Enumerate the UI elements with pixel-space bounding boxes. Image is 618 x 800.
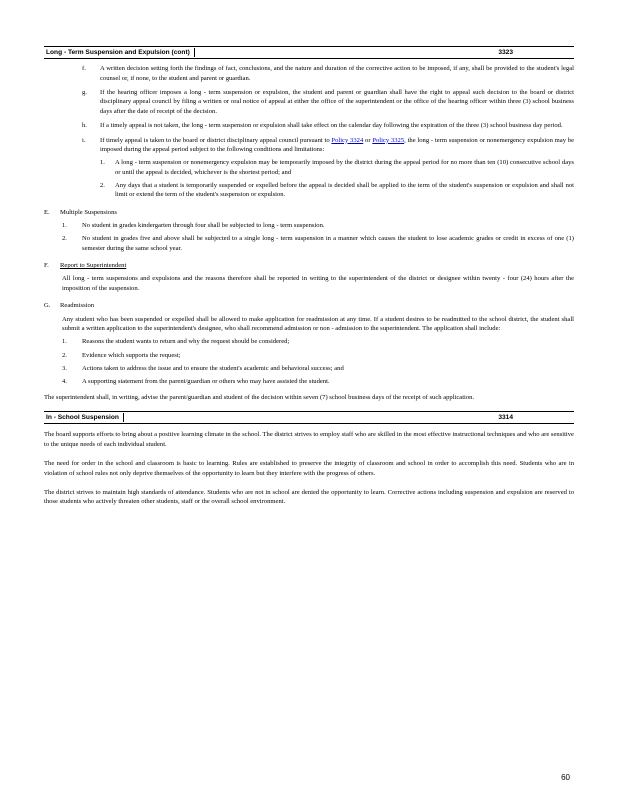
item-text-part: , the long - term suspension or nonemergency expulsion may be imposed during the appeal period subject to the following conditions and limitations: <box>100 136 574 153</box>
item-letter: i. <box>82 136 86 144</box>
item-text: If a timely appeal is not taken, the long - term suspension or expulsion shall take effect on the calendar day following the expiration of the three (3) school business day period. <box>100 122 563 130</box>
section-g-item-4 <box>62 377 574 386</box>
item-text: Any days that a student is temporarily suspended or expelled before the appeal is decided shall be applied to the term of the student's suspension or expulsion and shall not limit or extend the term of the student's suspension or expulsion. <box>115 181 574 199</box>
list-item-i <box>82 136 574 155</box>
item-number: 1. <box>100 159 105 167</box>
list-item-f <box>82 64 574 83</box>
policy-number: 3314 <box>498 414 513 422</box>
item-number: 1. <box>62 222 67 230</box>
document-page <box>44 46 574 507</box>
section-e-heading <box>44 208 574 217</box>
section-letter: E. <box>44 208 50 216</box>
section-g-item-2 <box>62 351 574 360</box>
item-letter: g. <box>82 89 87 97</box>
sub-item-2 <box>100 181 574 200</box>
section-g-item-1 <box>62 337 574 346</box>
item-text: Reasons the student wants to return and why the request should be considered; <box>82 338 290 346</box>
section-heading: Multiple Suspensions <box>60 208 117 216</box>
section-title: Long - Term Suspension and Expulsion (cont) <box>46 48 195 57</box>
section-e-item-2 <box>62 234 574 253</box>
section-g-heading <box>44 301 574 310</box>
section-letter: F. <box>44 262 49 270</box>
section-e-item-1 <box>62 221 574 230</box>
section-g-closing: The superintendent shall, in writing, advise the parent/guardian and student of the decision within seven (7) school business days of the receipt of such application. <box>44 393 475 401</box>
section-header-long-term-suspension <box>44 46 574 59</box>
section-heading: Report to Superintendent <box>60 262 127 270</box>
paragraph: The board supports efforts to bring about a positive learning climate in the school. The district strives to employ staff who are skilled in the most effective instructional techniques and who are sensitive to the unique needs of each individual student. <box>44 431 574 448</box>
item-text: If the hearing officer imposes a long - term suspension or expulsion, the student and parent or guardian shall have the right to appeal such decision to the board or district disciplinary appeal council by filing a written or oral notice of appeal at either the office of the superintendent or the office of the hearing officer within three (3) school business days after the date of receipt of the decision. <box>100 89 574 115</box>
item-text: Evidence which supports the request; <box>82 351 181 359</box>
policy-number: 3323 <box>498 49 513 56</box>
item-text: A written decision setting forth the findings of fact, conclusions, and the nature and duration of the corrective action to be imposed, if any, shall be provided to the student's legal counsel or, if none, to the student and parent or guardian. <box>100 65 574 82</box>
section-f-heading <box>44 261 574 270</box>
item-number: 1. <box>62 338 67 346</box>
policy-3325-link[interactable]: Policy 3325 <box>372 136 405 144</box>
item-number: 3. <box>62 364 67 372</box>
paragraph: The district strives to maintain high standards of attendance. Students who are not in school are denied the opportunity to learn. Corrective actions including suspension and expulsion are reserved to those students who actively threaten other students, staff or the overall school environment. <box>44 488 574 506</box>
section-f-text: All long - term suspensions and expulsions and the reasons therefore shall be reported in writing to the superintendent of the district or designee within twenty - four (24) hours after the imposition of the suspension. <box>62 275 574 292</box>
page-number: 60 <box>561 772 570 782</box>
sub-item-1 <box>100 158 574 177</box>
list-item-h <box>82 121 574 130</box>
item-number: 2. <box>62 235 67 243</box>
item-text-part: If timely appeal is taken to the board or district disciplinary appeal council pursuant to <box>100 136 332 144</box>
section-letter: G. <box>44 302 51 310</box>
item-number: 2. <box>100 181 105 189</box>
paragraph: The need for order in the school and classroom is basic to learning. Rules are established to preserve the integrity of classroom and school in order to accomplish this need. Students who are in violation of school rules not only deprive themselves of the opportunity to learn but they interfere with the progress of others. <box>44 460 574 477</box>
item-text: A supporting statement from the parent/guardian or others who may have assisted the student. <box>82 378 330 386</box>
section-title: In - School Suspension <box>46 413 124 422</box>
item-text: No student in grades five and above shall be subjected to a single long - term suspension in a manner which causes the student to lose academic grades or credit in excess of one (1) semester during the same school year. <box>82 235 574 252</box>
policy-3324-link[interactable]: Policy 3324 <box>331 136 364 144</box>
section-header-in-school-suspension <box>44 411 574 424</box>
section-g-item-3 <box>62 364 574 373</box>
list-item-g <box>82 88 574 116</box>
item-letter: f. <box>82 65 86 73</box>
section-g-text: Any student who has been suspended or expelled shall be allowed to make application for readmission at any time. If a student desires to be readmitted to the school district, the student shall submit a written application to the superintendent's designee, who shall recommend admission or non - admission to the superintendent. The application shall include: <box>62 315 574 332</box>
item-letter: h. <box>82 122 87 130</box>
item-number: 2. <box>62 351 67 359</box>
item-text <box>100 136 574 155</box>
item-text: A long - term suspension or nonemergency expulsion may be temporarily imposed by the district during the appeal period for no more than ten (10) consecutive school days or until the appeal is decided, whichever is the shortest period; and <box>115 159 574 176</box>
item-text: No student in grades kindergarten through four shall be subjected to long - term suspension. <box>82 222 325 230</box>
section-heading: Readmission <box>60 302 95 310</box>
item-text: Actions taken to address the issue and to ensure the student's academic and behavioral success; and <box>82 364 344 372</box>
item-number: 4. <box>62 378 67 386</box>
item-text-part: or <box>363 136 373 144</box>
